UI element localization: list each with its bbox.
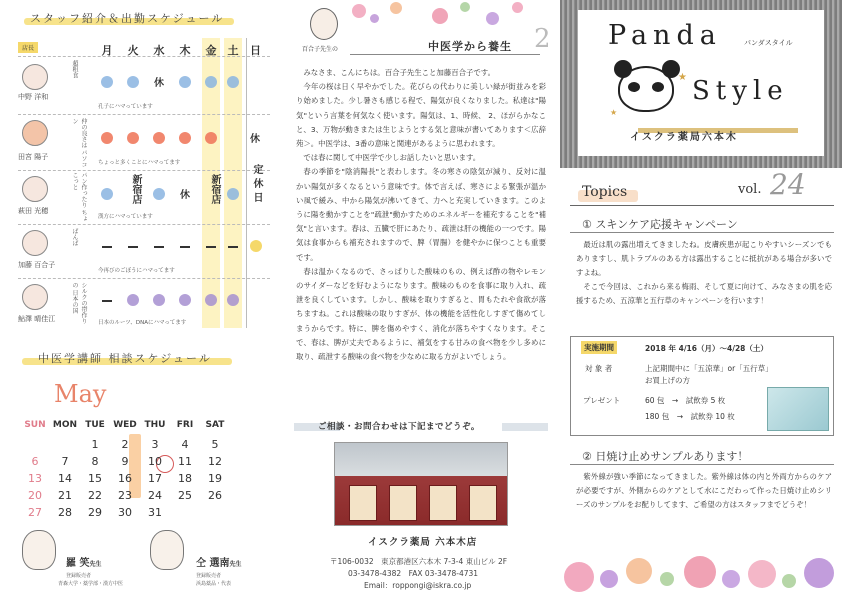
calendar-day: 29: [88, 506, 102, 519]
shift-dot: [205, 76, 217, 88]
avatar: [22, 120, 48, 146]
day-header-wed: 水: [153, 44, 165, 57]
article-paragraph: 春の季節を"陰消陽長"と表わします。冬の寒さの陰気が減り、反対に温かい陽気が多くなるという意味です。体で言えば、寒さによる緊張が温かい風で緩み、中から陽気が沸いてきて、力へと充実していきます。このように陽を動かすことを"疏泄"動かすためのエネルギーを補充することを"補気"と言います。春は、五臓で肝にあたり、疏泄は肝の機能の一つです。陽気は食事からも補充されますので、脾（胃腸）を健やかに保つことも重要です。: [296, 167, 546, 262]
flower-decoration: [370, 14, 379, 23]
shinjuku-shift: 新宿店: [209, 174, 220, 204]
star-icon: ★: [610, 108, 618, 117]
staff-section-title: スタッフ紹介＆出勤スケジュール: [30, 12, 225, 25]
doctor-portrait: [150, 530, 184, 570]
flower-decoration: [782, 574, 796, 588]
flower-border: [560, 548, 842, 595]
calendar-day: 20: [28, 489, 42, 502]
calendar-day: 12: [208, 455, 222, 468]
staff-name: 中野 洋和: [18, 93, 49, 101]
doctor-name: 仝 選南先生: [196, 558, 242, 569]
staff-comment: 超粗食: [71, 60, 78, 78]
shop-phone: 03-3478-4382 FAX 03-3478-4731: [348, 569, 479, 578]
flower-decoration: [600, 570, 618, 588]
doctor-title: 登録販売者: [196, 573, 222, 579]
staff-note: 漢方にハマっています: [98, 214, 153, 220]
day-off-mark: 休: [154, 78, 164, 89]
calendar-day: 14: [58, 472, 72, 485]
no-shift-dash: [180, 246, 190, 248]
shift-dot: [227, 294, 239, 306]
panda-ear: [614, 60, 632, 78]
staff-note: 日本のルーツ、DNAにハマってます: [98, 320, 187, 326]
staff-note: 孔子にハマっています: [98, 104, 153, 110]
staff-comment: シルクの帯作りの 日本の国: [71, 282, 87, 324]
staff-note: 今再びのごぼうにハマってます: [98, 268, 175, 274]
shop-window: [389, 485, 417, 521]
no-shift-dash: [102, 246, 112, 248]
row-divider: [18, 170, 270, 171]
doctor-affiliation: 青森大学・薬学部・漢方中医: [58, 581, 124, 587]
present-1: 60 包 → 試飲券 5 枚: [645, 396, 726, 405]
day-header-mon: 月: [101, 44, 113, 57]
shift-dot: [250, 240, 262, 252]
campaign-target-2: お買上げの方: [645, 376, 690, 385]
staff-name: 萩田 光穂: [18, 207, 49, 215]
shift-dot: [127, 76, 139, 88]
flower-decoration: [626, 558, 652, 584]
contact-title: ご相談・お問合わせは下記までどうぞ。: [318, 422, 480, 432]
flower-decoration: [352, 4, 366, 18]
avatar: [22, 176, 48, 202]
calendar-day: 25: [178, 489, 192, 502]
calendar-day: 4: [181, 438, 189, 451]
contact-box: [288, 420, 550, 592]
shop-window: [469, 485, 497, 521]
shinjuku-shift: 新宿店: [130, 174, 141, 204]
calendar-weekday-header: FRI: [176, 420, 194, 430]
shift-dot: [179, 76, 191, 88]
doctor-affiliation: 浜島薬品・代表: [196, 581, 232, 587]
calendar-day: 19: [208, 472, 222, 485]
calendar-day: 18: [178, 472, 192, 485]
shift-dot: [153, 294, 165, 306]
calendar-day: 8: [91, 455, 99, 468]
day-off-mark: 休: [250, 134, 260, 145]
no-shift-dash: [102, 300, 112, 302]
logo-kana: パンダスタイル: [744, 39, 793, 47]
shift-dot: [205, 132, 217, 144]
flower-decoration: [660, 572, 674, 586]
calendar-day: 11: [178, 455, 192, 468]
article-title: 中医学から養生: [428, 40, 512, 53]
shop-window: [429, 485, 457, 521]
title-underline: [350, 54, 540, 55]
shift-dot: [127, 132, 139, 144]
shift-dot: [227, 188, 239, 200]
shop-email: Email：roppongi@iskra.co.jp: [364, 581, 472, 590]
calendar-day: 15: [88, 472, 102, 485]
flower-decoration: [390, 2, 402, 14]
flower-decoration: [460, 2, 470, 12]
shift-dot: [227, 76, 239, 88]
staff-column: [0, 0, 275, 595]
panda-eye: [628, 82, 640, 92]
shift-dot: [101, 132, 113, 144]
topic1-paragraph: 最近は肌の露出増えてきましたね。皮膚疾患が起こりやすいシーズンでもありますし、肌トラブルのある方は露出することに抵抗がある場合が多いですよね。: [576, 240, 832, 277]
day-header-fri: 金: [202, 38, 220, 328]
campaign-period: 2018 年 4/16（月）～4/28（土）: [645, 344, 768, 353]
calendar-day: 31: [148, 506, 162, 519]
flower-decoration: [512, 2, 523, 13]
topic1-underline: [570, 232, 834, 233]
logo-style-text: Style: [692, 76, 789, 106]
flower-decoration: [564, 562, 594, 592]
calendar-month: May: [54, 380, 107, 408]
topic2-underline: [570, 464, 834, 465]
present-2: 180 包 → 試飲券 10 枚: [645, 412, 735, 421]
author-portrait: [310, 8, 338, 40]
no-shift-dash: [228, 246, 238, 248]
volume-number: 24: [770, 168, 806, 201]
calendar-day: 26: [208, 489, 222, 502]
doctor-portrait: [22, 530, 56, 570]
calendar-day: 21: [58, 489, 72, 502]
no-shift-dash: [128, 246, 138, 248]
shift-dot: [179, 132, 191, 144]
flower-decoration: [432, 8, 448, 24]
calendar-day: 6: [31, 455, 39, 468]
calendar-day: 2: [121, 438, 129, 451]
newsletter-header: [560, 0, 842, 168]
staff-comment: パン作ったり ちょこっと: [71, 172, 87, 222]
regular-holiday: 定休日: [251, 164, 262, 206]
article-paragraph: 今年の桜は日く早やかでした。花びらの代わりに美しい緑が街並みを彩り始めました。少し暑さも感じる程で、陽気が良くなりました。私達は"陽気"という言葉を何気なく使います。陽気は、1、時候、 2、ほがらかなこと、3、万物が動きまたは生じようとする気と意味が書いてあります＜広辞苑＞。中医学は、3番の意味と関連があるように思われます。: [296, 82, 546, 149]
calendar-day: 30: [118, 506, 132, 519]
topics-column: [560, 0, 842, 595]
topic1-body: [576, 238, 832, 308]
flower-decoration: [684, 556, 716, 588]
calendar-day: 9: [121, 455, 129, 468]
row-divider: [18, 224, 270, 225]
shift-dot: [101, 76, 113, 88]
panda-eye: [652, 82, 664, 92]
shop-window: [349, 485, 377, 521]
calendar-day: 27: [28, 506, 42, 519]
campaign-box: [570, 336, 834, 436]
no-shift-dash: [206, 246, 216, 248]
row-divider: [18, 56, 270, 57]
article-body: [296, 66, 546, 364]
product-image: [767, 387, 829, 431]
calendar-weekday-header: THU: [144, 420, 166, 430]
shift-dot: [205, 294, 217, 306]
row-divider: [18, 114, 270, 115]
topic2-heading: ② 日焼け止めサンプルあります！: [582, 450, 749, 463]
calendar-day: 1: [91, 438, 99, 451]
tape-decoration: [502, 423, 548, 431]
article-column: [280, 0, 556, 595]
topic2-body: [576, 470, 832, 512]
staff-note: ちょっと多くことにハマってます: [98, 160, 181, 166]
calendar-day: 23: [118, 489, 132, 502]
calendar-weekday-header: MON: [52, 420, 78, 430]
manager-badge: 店長: [18, 42, 38, 53]
staff-comment: 仲の良さは パソコン: [71, 118, 87, 168]
target-label: 対 象 者: [585, 364, 613, 373]
calendar-day: 24: [148, 489, 162, 502]
calendar-day: 22: [88, 489, 102, 502]
article-paragraph: みなさま、こんにちは。百合子先生こと加藤百合子です。: [303, 68, 495, 77]
staff-name: 田宮 陽子: [18, 153, 49, 161]
present-label: プレゼント: [583, 396, 621, 405]
row-divider: [18, 278, 270, 279]
staff-schedule-table: [18, 38, 270, 328]
calendar-day: 3: [151, 438, 159, 451]
flower-decoration: [722, 570, 740, 588]
calendar-day: 16: [118, 472, 132, 485]
volume-label: vol.: [738, 182, 762, 197]
article-paragraph: では春に関して中医学で少しお話したいと思います。: [303, 153, 481, 163]
logo-panda-text: Panda: [608, 20, 722, 51]
star-icon: ★: [678, 72, 687, 83]
day-header-sat: 土: [224, 38, 242, 328]
no-shift-dash: [154, 246, 164, 248]
day-header-sun: 日: [246, 38, 264, 328]
calendar-day: 28: [58, 506, 72, 519]
doctor-name: 羅 笑先生: [66, 558, 102, 569]
doctor-title: 登録販売者: [66, 573, 92, 579]
topic1-heading: ① スキンケア応援キャンペーン: [582, 218, 738, 231]
page-number: 2: [534, 24, 551, 54]
pharmacy-name: イスクラ薬局六本木: [630, 132, 738, 143]
topic1-paragraph: そこで今回は、これから来る梅雨、そして夏に向けて、みなさまの肌を応援するため、五涼華と五行草のキャンペーンを行います！: [576, 282, 832, 305]
article-paragraph: 春は温かくなるので、さっぱりした酸味のもの、例えば酢の物やレモンのサイダーなどを好むようになります。酸味のものを食事に取り入れ、疏泄を良くしています。しかし、酸味を取りすぎると、胃もたれや食欲が落ちますね。これは酸味の取りすぎが、体の機能を活性化しすぎて傷めてしまうからです。特に、脾を傷めやすく、消化が落ちやすくなります。そこで、春は、脾が丈夫であるように、補気をする甘みの食べ物を少し多めに取り、疏泄する酸味の食べ物を少なめに取る方がよいでしょう。: [296, 266, 546, 362]
shop-photo: [334, 442, 508, 526]
shift-dot: [153, 188, 165, 200]
avatar: [22, 230, 48, 256]
calendar-weekday-header: TUE: [85, 420, 105, 430]
calendar-day: 7: [61, 455, 69, 468]
calendar-weekday-header: SUN: [24, 420, 46, 430]
shift-dot: [153, 132, 165, 144]
flower-decoration: [804, 558, 834, 588]
staff-name: 鮎澤 晴佳江: [18, 315, 56, 323]
shop-name: イスクラ薬局 六本木店: [368, 537, 478, 548]
flower-decoration: [486, 12, 499, 25]
topics-divider: [570, 205, 834, 206]
shop-address: 〒106-0032 東京都港区六本木 7-3-4 東山ビル 2F: [330, 557, 508, 566]
shift-dot: [101, 188, 113, 200]
day-header-tue: 火: [127, 44, 139, 57]
calendar-weekday-header: SAT: [205, 420, 225, 430]
day-header-thu: 木: [179, 44, 191, 57]
topics-label: Topics: [582, 184, 628, 200]
flower-decoration: [748, 560, 776, 588]
shift-dot: [127, 294, 139, 306]
day-off-mark: 休: [180, 190, 190, 201]
staff-name: 加藤 百合子: [18, 261, 56, 269]
avatar: [22, 284, 48, 310]
calendar-day: 5: [211, 438, 219, 451]
consult-section-title: 中医学講師 相談スケジュール: [38, 352, 212, 365]
calendar-day: 17: [148, 472, 162, 485]
author-label: 百合子先生の: [302, 46, 339, 53]
calendar-day: 13: [28, 472, 42, 485]
shift-dot: [179, 294, 191, 306]
avatar: [22, 64, 48, 90]
calendar-weekday-header: WED: [113, 420, 137, 430]
calendar-day: 10: [148, 455, 162, 468]
campaign-target: 上記期間中に「五涼華」or「五行草」: [645, 364, 773, 373]
period-label: 実施期間: [581, 341, 617, 354]
panda-icon: [618, 66, 674, 112]
staff-comment: ぱんぱ: [71, 228, 78, 246]
topic2-paragraph: 紫外線が強い季節になってきました。紫外線は体の内と外両方からのケアが必要ですが、外側からのケアとして水にこだわって作った日焼け止めシリーズのサンプルをお配りしてます、ご希望の方はスタッフまでどうぞ！: [576, 472, 832, 509]
